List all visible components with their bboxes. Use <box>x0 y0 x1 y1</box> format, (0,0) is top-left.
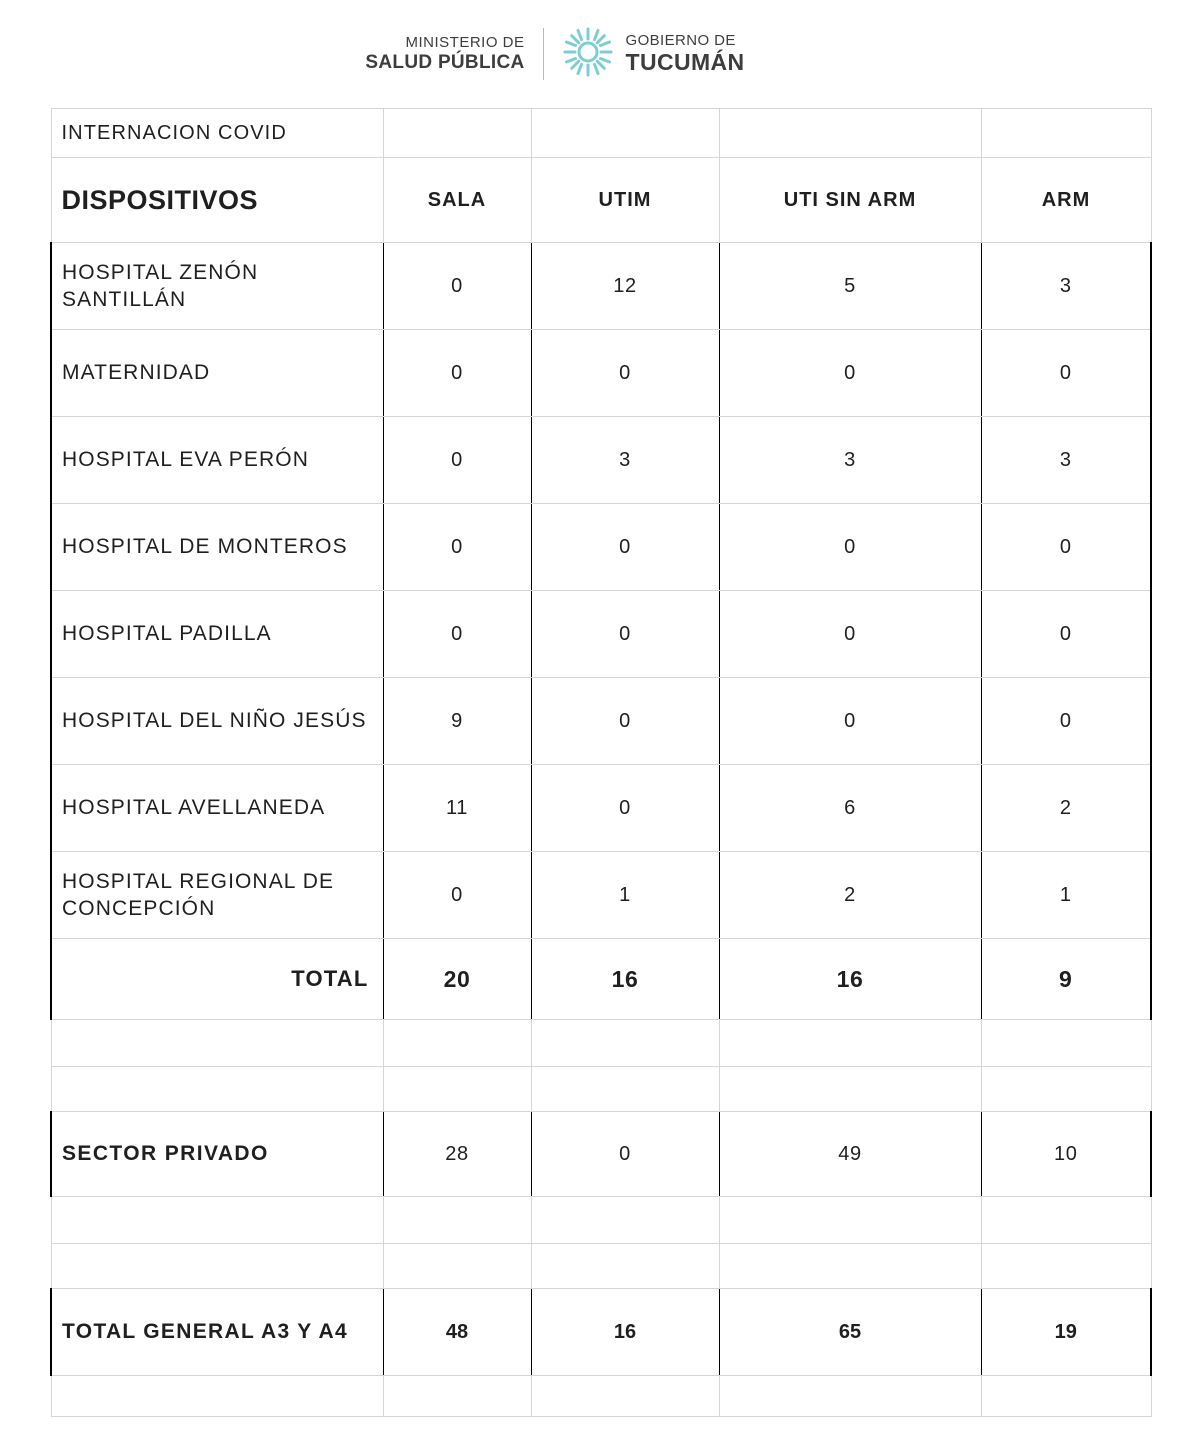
cell-sala: 0 <box>383 504 531 591</box>
private-sector-label: SECTOR PRIVADO <box>51 1112 383 1197</box>
private-sector-utim: 0 <box>531 1112 719 1197</box>
cell-uti-sin-arm: 0 <box>719 504 981 591</box>
grand-total-row <box>51 1289 1151 1376</box>
row-label: HOSPITAL DEL NIÑO JESÚS <box>51 678 383 765</box>
table-title: INTERNACION COVID <box>51 109 383 158</box>
table-row <box>51 330 1151 417</box>
empty-cell <box>531 1020 719 1067</box>
cell-utim: 0 <box>531 765 719 852</box>
empty-cell <box>531 1244 719 1289</box>
empty-cell <box>981 1020 1151 1067</box>
cell-sala: 0 <box>383 330 531 417</box>
covid-occupancy-table <box>50 108 1152 1417</box>
row-label: HOSPITAL EVA PERÓN <box>51 417 383 504</box>
grand-total-label: TOTAL GENERAL A3 Y A4 <box>51 1289 383 1376</box>
grand-total-sala: 48 <box>383 1289 531 1376</box>
cell-arm: 3 <box>981 243 1151 330</box>
table-row <box>51 243 1151 330</box>
column-header-arm: ARM <box>981 158 1151 243</box>
table-header-row <box>51 158 1151 243</box>
table-row <box>51 504 1151 591</box>
private-sector-sala: 28 <box>383 1112 531 1197</box>
grand-total-utim: 16 <box>531 1289 719 1376</box>
empty-cell <box>383 109 531 158</box>
spacer-row <box>51 1197 1151 1244</box>
cell-arm: 0 <box>981 330 1151 417</box>
table-row <box>51 852 1151 939</box>
table-row <box>51 417 1151 504</box>
row-label: HOSPITAL DE MONTEROS <box>51 504 383 591</box>
page-header <box>0 0 1200 108</box>
total-arm: 9 <box>981 939 1151 1020</box>
row-label: HOSPITAL PADILLA <box>51 591 383 678</box>
row-label: HOSPITAL ZENÓN SANTILLÁN <box>51 243 383 330</box>
empty-cell <box>51 1244 383 1289</box>
spacer-row <box>51 1244 1151 1289</box>
empty-cell <box>383 1376 531 1417</box>
column-header-dispositivos: DISPOSITIVOS <box>51 158 383 243</box>
cell-arm: 3 <box>981 417 1151 504</box>
cell-sala: 0 <box>383 591 531 678</box>
empty-cell <box>51 1197 383 1244</box>
empty-cell <box>531 1197 719 1244</box>
cell-arm: 1 <box>981 852 1151 939</box>
cell-sala: 0 <box>383 243 531 330</box>
empty-cell <box>383 1067 531 1112</box>
row-label: MATERNIDAD <box>51 330 383 417</box>
row-label: HOSPITAL REGIONAL DE CONCEPCIÓN <box>51 852 383 939</box>
spacer-row <box>51 1067 1151 1112</box>
cell-uti-sin-arm: 6 <box>719 765 981 852</box>
brand-logo <box>365 26 744 83</box>
column-header-utim: UTIM <box>531 158 719 243</box>
table-row <box>51 678 1151 765</box>
cell-utim: 0 <box>531 330 719 417</box>
ministry-line-1: MINISTERIO DE <box>405 34 525 52</box>
column-header-uti-sin-arm: UTI SIN ARM <box>719 158 981 243</box>
empty-cell <box>383 1020 531 1067</box>
spreadsheet-sheet <box>50 108 1150 1417</box>
empty-cell <box>719 109 981 158</box>
cell-uti-sin-arm: 0 <box>719 591 981 678</box>
ministry-line-2: SALUD PÚBLICA <box>365 51 525 73</box>
cell-uti-sin-arm: 3 <box>719 417 981 504</box>
government-line-1: GOBIERNO DE <box>625 32 736 50</box>
empty-cell <box>719 1197 981 1244</box>
government-brand <box>562 26 745 83</box>
empty-cell <box>981 1197 1151 1244</box>
cell-arm: 0 <box>981 504 1151 591</box>
private-sector-uti-sin-arm: 49 <box>719 1112 981 1197</box>
cell-arm: 0 <box>981 591 1151 678</box>
cell-sala: 11 <box>383 765 531 852</box>
cell-sala: 9 <box>383 678 531 765</box>
cell-arm: 0 <box>981 678 1151 765</box>
total-utim: 16 <box>531 939 719 1020</box>
cell-uti-sin-arm: 0 <box>719 678 981 765</box>
cell-arm: 2 <box>981 765 1151 852</box>
empty-cell <box>981 1067 1151 1112</box>
empty-cell <box>531 1376 719 1417</box>
cell-uti-sin-arm: 5 <box>719 243 981 330</box>
total-uti-sin-arm: 16 <box>719 939 981 1020</box>
cell-uti-sin-arm: 2 <box>719 852 981 939</box>
empty-cell <box>51 1376 383 1417</box>
empty-cell <box>51 1067 383 1112</box>
private-sector-row <box>51 1112 1151 1197</box>
total-row <box>51 939 1151 1020</box>
spacer-row <box>51 1376 1151 1417</box>
empty-cell <box>981 109 1151 158</box>
cell-sala: 0 <box>383 417 531 504</box>
cell-sala: 0 <box>383 852 531 939</box>
table-row <box>51 765 1151 852</box>
empty-cell <box>531 109 719 158</box>
government-line-2: TUCUMÁN <box>625 48 745 75</box>
row-label: HOSPITAL AVELLANEDA <box>51 765 383 852</box>
ministry-text <box>365 34 524 73</box>
empty-cell <box>383 1244 531 1289</box>
cell-utim: 0 <box>531 678 719 765</box>
spacer-row <box>51 1020 1151 1067</box>
cell-utim: 0 <box>531 504 719 591</box>
empty-cell <box>719 1067 981 1112</box>
private-sector-arm: 10 <box>981 1112 1151 1197</box>
cell-utim: 0 <box>531 591 719 678</box>
empty-cell <box>531 1067 719 1112</box>
empty-cell <box>383 1197 531 1244</box>
empty-cell <box>719 1244 981 1289</box>
sunburst-logo-icon <box>562 26 614 83</box>
total-sala: 20 <box>383 939 531 1020</box>
column-header-sala: SALA <box>383 158 531 243</box>
total-label: TOTAL <box>51 939 383 1020</box>
cell-utim: 3 <box>531 417 719 504</box>
empty-cell <box>719 1020 981 1067</box>
cell-utim: 12 <box>531 243 719 330</box>
logo-divider <box>543 28 544 80</box>
empty-cell <box>981 1376 1151 1417</box>
government-text <box>626 33 745 75</box>
empty-cell <box>51 1020 383 1067</box>
grand-total-uti-sin-arm: 65 <box>719 1289 981 1376</box>
grand-total-arm: 19 <box>981 1289 1151 1376</box>
empty-cell <box>981 1244 1151 1289</box>
table-row <box>51 591 1151 678</box>
table-title-row <box>51 109 1151 158</box>
cell-uti-sin-arm: 0 <box>719 330 981 417</box>
cell-utim: 1 <box>531 852 719 939</box>
empty-cell <box>719 1376 981 1417</box>
